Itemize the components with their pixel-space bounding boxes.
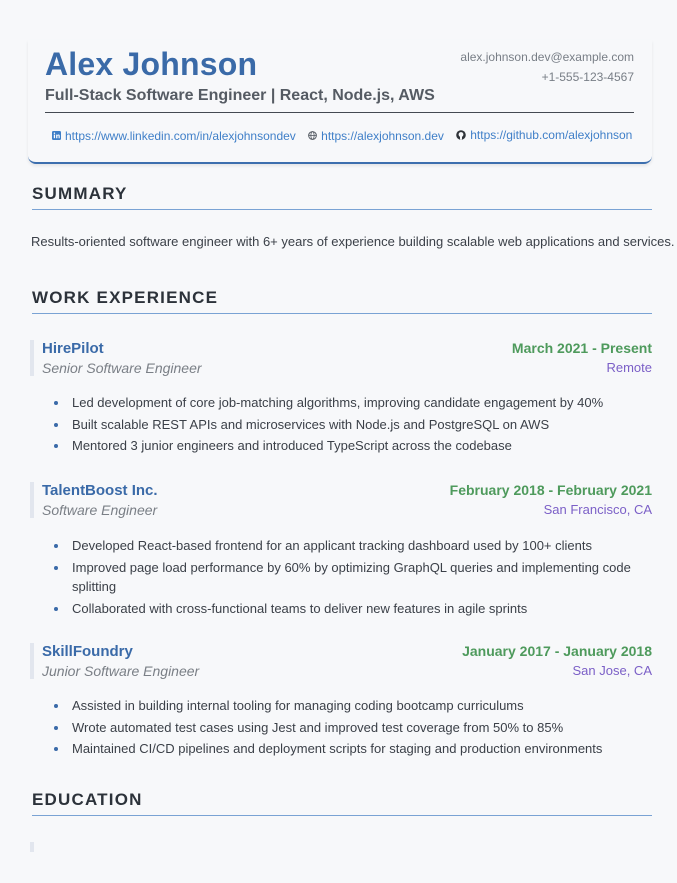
github-link[interactable] (456, 128, 632, 142)
job-dates: February 2018 - February 2021 (449, 482, 652, 498)
bullet-item: Mentored 3 junior engineers and introduced TypeScript across the codebase (52, 436, 632, 456)
globe-icon (308, 131, 317, 140)
linkedin-url: https://www.linkedin.com/in/alexjohnsondev (65, 128, 296, 143)
summary-heading: SUMMARY (32, 184, 128, 203)
summary-divider (32, 209, 652, 210)
bullet-item: Built scalable REST APIs and microservices with Node.js and PostgreSQL on AWS (52, 415, 632, 435)
job-accent-bar (30, 482, 34, 518)
company-name: HirePilot (42, 340, 104, 357)
email-text[interactable]: alex.johnson.dev@example.com (460, 50, 634, 64)
contact-info (460, 47, 634, 87)
github-icon (456, 130, 466, 140)
bullet-item: Maintained CI/CD pipelines and deployment scripts for staging and production environments (52, 739, 632, 759)
bullet-item: Improved page load performance by 60% by optimizing GraphQL queries and implementing code splitting (52, 558, 632, 597)
profile-links (52, 128, 641, 143)
bullet-item: Assisted in building internal tooling for managing coding bootcamp curriculums (52, 696, 632, 716)
linkedin-icon (52, 131, 61, 140)
candidate-name: Alex Johnson (45, 46, 258, 82)
job-dates: January 2017 - January 2018 (462, 643, 652, 659)
job-title: Software Engineer (42, 502, 158, 518)
job-location: San Jose, CA (572, 663, 652, 678)
summary-text: Results-oriented software engineer with 6+ years of experience building scalable web applications and services. (31, 234, 675, 249)
candidate-headline: Full-Stack Software Engineer | React, Node.js, AWS (45, 87, 435, 104)
job-accent-bar (30, 643, 34, 679)
experience-heading: WORK EXPERIENCE (32, 288, 219, 307)
job-title: Junior Software Engineer (42, 663, 200, 679)
company-name: SkillFoundry (42, 643, 133, 660)
job-location: Remote (606, 360, 652, 375)
company-name: TalentBoost Inc. (42, 482, 158, 499)
header-divider (45, 112, 634, 113)
linkedin-link[interactable] (52, 129, 296, 143)
job-bullets (52, 393, 632, 458)
resume-header (28, 40, 652, 164)
phone-text: +1-555-123-4567 (541, 70, 634, 84)
experience-divider (32, 313, 652, 314)
job-bullets (52, 536, 632, 620)
job-location: San Francisco, CA (543, 502, 652, 517)
bullet-item: Developed React-based frontend for an applicant tracking dashboard used by 100+ clients (52, 536, 632, 556)
job-dates: March 2021 - Present (511, 340, 652, 356)
github-url: https://github.com/alexjohnson (470, 128, 633, 142)
job-accent-bar (30, 340, 34, 376)
job-title: Senior Software Engineer (42, 360, 202, 376)
job-bullets (52, 696, 632, 761)
website-link[interactable] (308, 129, 444, 143)
website-url: https://alexjohnson.dev (321, 128, 444, 143)
education-accent-bar (30, 842, 34, 852)
bullet-item: Wrote automated test cases using Jest and improved test coverage from 50% to 85% (52, 718, 632, 738)
bullet-item: Collaborated with cross-functional teams to deliver new features in agile sprints (52, 599, 632, 619)
bullet-item: Led development of core job-matching algorithms, improving candidate engagement by 40% (52, 393, 632, 413)
education-heading: EDUCATION (32, 790, 143, 809)
education-divider (32, 815, 652, 816)
